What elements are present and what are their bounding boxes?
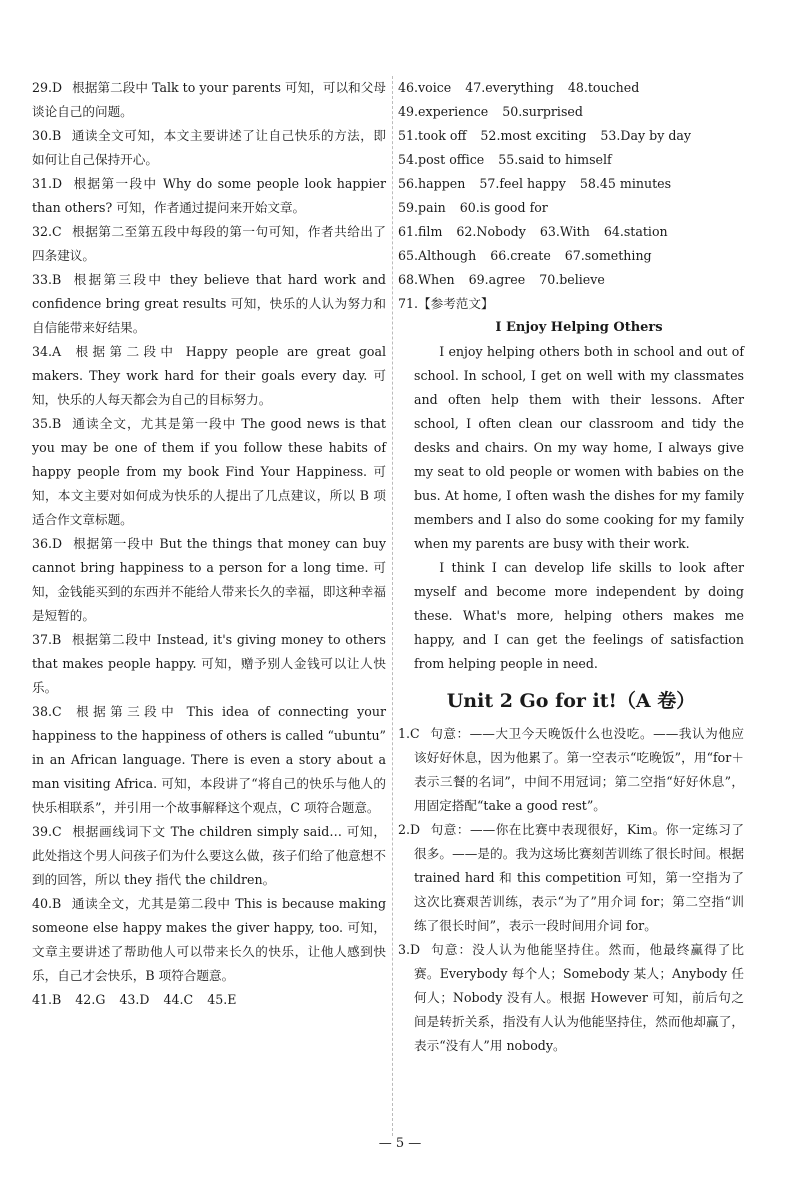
answer-number: 3.D xyxy=(398,942,421,957)
essay-label: 71.【参考范文】 xyxy=(398,296,494,311)
explanation-text: 根据第二段中 Happy people are great goal makers. They work hard for their goals every day. 可知，快乐的人每天都会为自己的目标努力。 xyxy=(32,344,386,407)
answer-entry: 65.Although xyxy=(398,248,477,263)
answer-explanation-item xyxy=(32,340,386,412)
answer-number: 2.D xyxy=(398,822,421,837)
explanation-text: 根据第一段中 Why do some people look happier than others? 可知，作者通过提问来开始文章。 xyxy=(32,176,386,215)
answer-entry: 67.something xyxy=(564,248,652,263)
answer-line xyxy=(398,220,744,244)
answer-entry: 51.took off xyxy=(398,128,467,143)
answer-explanation-item xyxy=(32,532,386,628)
essay-title: I Enjoy Helping Others xyxy=(495,320,663,335)
answer-entry: 56.happen xyxy=(398,176,466,191)
answer-number: 30.B xyxy=(32,128,62,143)
answer-entry: 46.voice xyxy=(398,80,452,95)
answer-number: 31.D xyxy=(32,176,63,191)
answer-explanation-item xyxy=(32,700,386,820)
answer-line xyxy=(398,100,744,124)
answer-entry: 49.experience xyxy=(398,104,489,119)
explanation-text: 句意：没人认为他能坚持住。然而，他最终赢得了比赛。Everybody 每个人；Somebody 某人；Anybody 任何人；Nobody 没有人。根据 However 可知，前后句之间是转折关系，指没有人认为他能坚持住，然而他却赢了，表示“没有人”用 nobody。 xyxy=(414,942,744,1053)
explanation-text: 句意：——大卫今天晚饭什么也没吃。——我认为他应该好好休息，因为他累了。第一空表示“吃晚饭”，用“for＋表示三餐的名词”，中间不用冠词；第二空指“好好休息”，用固定搭配“take a good rest”。 xyxy=(414,726,744,813)
answer-line xyxy=(398,172,744,196)
explanation-text: 根据第三段中 This idea of connecting your happiness to the happiness of others is called “ubuntu” in an African language. There is even a story about a man visiting Africa. 可知，本段讲了“将自己的快乐与他人的快乐相联系”，并引用一个故事解释这个观点，C 项符合题意。 xyxy=(32,704,386,815)
answer-number: 32.C xyxy=(32,224,62,239)
answer-entry: 42.G xyxy=(75,992,106,1007)
explanation-text: 根据画线词下文 The children simply said… 可知，此处指这个男人问孩子们为什么要这么做，孩子们给了他意想不到的回答，所以 they 指代 the children。 xyxy=(32,824,386,887)
answer-explanation-item xyxy=(32,124,386,172)
explanation-text: 根据第三段中 they believe that hard work and confidence bring great results 可知，快乐的人认为努力和自信能带来好结果。 xyxy=(32,272,386,335)
answer-entry: 58.45 minutes xyxy=(579,176,672,191)
explanation-text: 通读全文，尤其是第一段中 The good news is that you may be one of them if you follow these habits of happy people from my book Find Your Happiness. 可知，本文主要对如何成为快乐的人提出了几点建议，所以 B 项适合作文章标题。 xyxy=(32,416,386,527)
answer-entry: 41.B xyxy=(32,992,62,1007)
answer-entry: 45.E xyxy=(207,992,237,1007)
answer-entry: 55.said to himself xyxy=(498,152,612,167)
answer-number: 39.C xyxy=(32,824,62,839)
answer-entry: 47.everything xyxy=(465,80,554,95)
explanation-text: 通读全文可知，本文主要讲述了让自己快乐的方法，即如何让自己保持开心。 xyxy=(32,128,386,167)
answer-line xyxy=(398,76,744,100)
explanation-text: 根据第一段中 But the things that money can buy cannot bring happiness to a person for a long time. 可知，金钱能买到的东西并不能给人带来长久的幸福，即这种幸福是短暂的。 xyxy=(32,536,386,623)
answer-entry: 70.believe xyxy=(539,272,605,287)
answer-number: 35.B xyxy=(32,416,62,431)
answer-explanation-item xyxy=(398,722,744,818)
answer-entry: 61.film xyxy=(398,224,443,239)
answer-explanation-item xyxy=(32,412,386,532)
explanation-text: 根据第二段中 Instead, it's giving money to others that makes people happy. 可知，赠予别人金钱可以让人快乐。 xyxy=(32,632,386,695)
answer-number: 33.B xyxy=(32,272,62,287)
answer-number: 38.C xyxy=(32,704,62,719)
answer-entry: 53.Day by day xyxy=(600,128,692,143)
explanation-text: 根据第二段中 Talk to your parents 可知，可以和父母谈论自己的问题。 xyxy=(32,80,386,119)
answer-explanation-item xyxy=(32,820,386,892)
answer-entry: 44.C xyxy=(163,992,194,1007)
answer-entry: 66.create xyxy=(490,248,551,263)
answer-number: 34.A xyxy=(32,344,62,359)
answer-entry: 69.agree xyxy=(468,272,526,287)
page-number: — 5 — xyxy=(378,1136,422,1151)
essay-paragraph: I think I can develop life skills to look after myself and become more independent by doing these. What's more, helping others makes me happy, and I can get the feelings of satisfaction from helping people in need. xyxy=(414,560,744,671)
column-divider xyxy=(392,76,394,1136)
answer-explanation-item xyxy=(32,628,386,700)
answer-entry: 62.Nobody xyxy=(456,224,526,239)
answer-explanation-item xyxy=(398,938,744,1058)
answer-entry: 63.With xyxy=(539,224,590,239)
explanation-text: 通读全文，尤其是第二段中 This is because making someone else happy makes the giver happy, too. 可知，文章主要讲述了帮助他人可以带来长久的快乐，让他人感到快乐，自己才会快乐，B 项符合题意。 xyxy=(32,896,386,983)
answer-explanation-item xyxy=(32,172,386,220)
answer-number: 1.C xyxy=(398,726,420,741)
answer-line xyxy=(398,196,744,220)
explanation-text: 根据第二至第五段中每段的第一句可知，作者共给出了四条建议。 xyxy=(32,224,386,263)
answer-entry: 50.surprised xyxy=(502,104,583,119)
answer-number: 29.D xyxy=(32,80,63,95)
answer-entry: 52.most exciting xyxy=(480,128,587,143)
answer-line xyxy=(398,244,744,268)
explanation-text: 句意：——你在比赛中表现很好，Kim。你一定练习了很多。——是的。我为这场比赛刻苦训练了很长时间。根据 trained hard 和 this competition 可知，第一空指为了这次比赛艰苦训练，表示“为了”用介词 for；第二空指“训练了很长时间”，表示一段时间用介词 for。 xyxy=(414,822,744,933)
answer-explanation-item xyxy=(32,268,386,340)
answer-explanation-item xyxy=(32,76,386,124)
answer-entry: 57.feel happy xyxy=(479,176,566,191)
answer-number: 36.D xyxy=(32,536,63,551)
answer-explanation-item xyxy=(32,892,386,988)
answer-line xyxy=(398,268,744,292)
answer-entry: 59.pain xyxy=(398,200,446,215)
answer-entry: 64.station xyxy=(603,224,668,239)
answer-number: 40.B xyxy=(32,896,62,911)
essay-paragraph: I enjoy helping others both in school and out of school. In school, I get on well with my classmates and often help them with their lessons. After school, I often clean our classroom and tidy the desks and chairs. On my way home, I always give my seat to old people or women with babies on the bus. At home, I often wash the dishes for my family members and I also do some cooking for my family when my parents are busy with their work. xyxy=(414,344,744,551)
unit-title: Unit 2 Go for it!（A 卷） xyxy=(446,690,696,712)
answer-entry: 54.post office xyxy=(398,152,485,167)
right-column xyxy=(398,76,744,1058)
answer-line xyxy=(398,124,744,148)
answer-number: 37.B xyxy=(32,632,62,647)
answer-entry: 43.D xyxy=(119,992,150,1007)
answer-entry: 48.touched xyxy=(567,80,640,95)
left-column xyxy=(32,76,386,1012)
answer-explanation-item xyxy=(32,220,386,268)
answer-line xyxy=(32,988,386,1012)
answer-line xyxy=(398,148,744,172)
answer-explanation-item xyxy=(398,818,744,938)
answer-entry: 68.When xyxy=(398,272,455,287)
answer-entry: 60.is good for xyxy=(459,200,548,215)
